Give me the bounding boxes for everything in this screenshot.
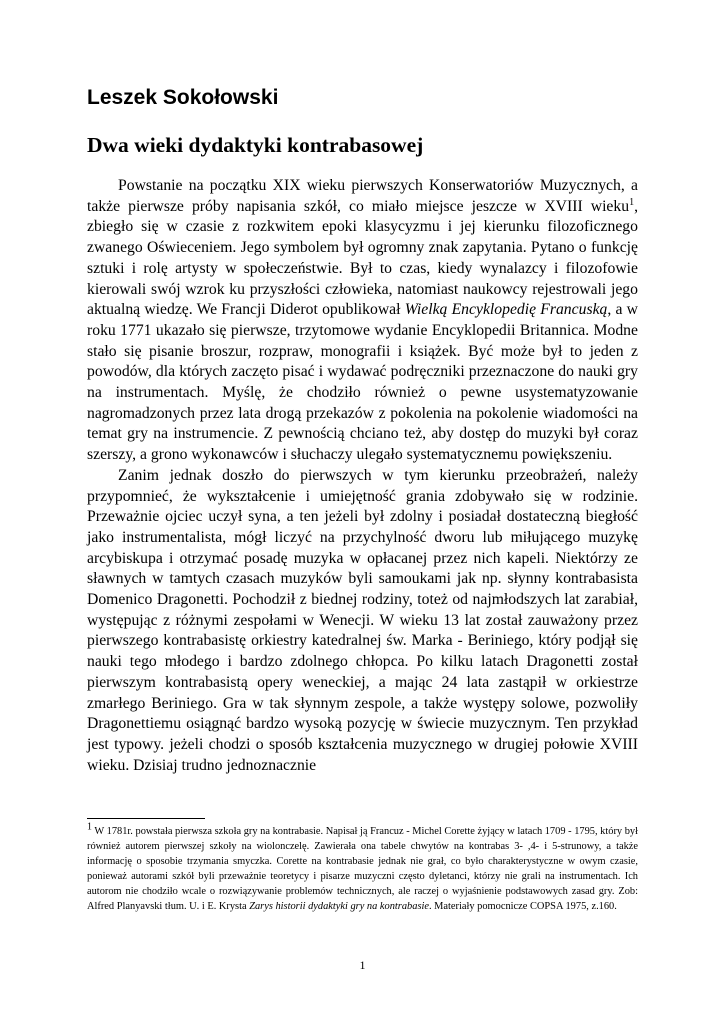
author-name: Leszek Sokołowski xyxy=(87,86,279,109)
paragraph-1-part-c: , a w roku 1771 ukazało się pierwsze, trzytomowe wydanie Encyklopedii Britannica. Modne stało się pisanie broszur, rozpraw, monografii i książek. Być może był to jeden z powodów, dla których zaczęto pisać i wydawać podręczniki przeznaczone do nauki gry na instrumentach. Myślę, że chodziło również o pewne usystematyzowanie nagromadzonych przez lata drogą przekazów z pokolenia na pokolenie wiadomości na temat gry na instrumencie. Z pewnością chciano też, aby dostęp do muzyki był coraz szerszy, a grono wykonawców i słuchaczy ulegało systematycznemu powiększeniu. xyxy=(87,301,638,464)
article-title: Dwa wieki dydaktyki kontrabasowej xyxy=(87,133,424,157)
paragraph-2: Zanim jednak doszło do pierwszych w tym kierunku przeobrażeń, należy przypomnieć, że wykształcenie i umiejętność grania zdobywało się w rodzinie. Przeważnie ojciec uczył syna, a ten jeżeli był zdolny i posiadał dostateczną biegłość jako instrumentalista, mógł liczyć na przychylność dworu lub miłującego muzykę arcybiskupa i otrzymać posadę muzyka w opłacanej przez nich kapeli. Niektórzy ze sławnych w tamtych czasach muzyków byli samoukami jak np. słynny kontrabasista Domenico Dragonetti. Pochodził z biednej rodziny, toteż od najmłodszych lat zarabiał, występując z różnymi zespołami w Wenecji. W wieku 13 lat został zauważony przez pierwszego kontrabasistę orkiestry katedralnej św. Marka - Beriniego, który podjął się nauki tego młodego i bardzo zdolnego chłopca. Po kilku latach Dragonetti został pierwszym kontrabasistą opery weneckiej, a mając 24 lata zastąpił w orkiestrze zmarłego Beriniego. Gra w tak słynnym zespole, a także występy solowe, pozwoliły Dragonettiemu osiągnąć bardzo wysoką pozycję w świecie muzycznym. Ten przykład jest typowy. jeżeli chodzi o sposób kształcenia muzycznego w drugiej połowie XVIII wieku. Dzisiaj trudno jednoznacznie xyxy=(87,466,638,774)
paragraph-1 xyxy=(87,176,638,466)
footnote xyxy=(87,821,638,915)
encyclopedia-title: Wielką Encyklopedię Francuską xyxy=(404,301,608,319)
article-body xyxy=(87,176,638,776)
footnote-text-a: W 1781r. powstała pierwsza szkoła gry na kontrabasie. Napisał ją Francuz - Michel Corette żyjący w latach 1709 - 1795, który był również autorem pierwszej szkoły na wiolonczelę. Zawierała ona tabele chwytów na kontrabas 3- ,4- i 5-strunowy, a także informację o sposobie trzymania smyczka. Corette na kontrabasie jednak nie grał, co było charakterystyczne w owym czasie, ponieważ autorami szkół byli przeważnie teoretycy i pisarze muzyczni często dyletanci, którzy nie grali na instrumentach. Ich autorom nie chodziło wcale o rozwiązywanie problemów technicznych, ale raczej o wyjaśnienie podstawowych zasad gry. Zob: Alfred Planyavski tłum. U. i E. Krysta xyxy=(87,826,638,913)
paragraph-1-part-a: Powstanie na początku XIX wieku pierwszych Konserwatoriów Muzycznych, a także pierwsze próby napisania szkół, co miało miejsce jeszcze w XVIII wieku xyxy=(87,177,638,215)
footnote-reference: 1 xyxy=(629,196,635,208)
footnote-book-title: Zarys historii dydaktyki gry na kontrabasie xyxy=(249,901,429,913)
paragraph-1-part-b: , zbiegło się w czasie z rozkwitem epoki klasycyzmu i jej kierunku filozoficznego zwanego Oświeceniem. Jego symbolem był ogromny znak zapytania. Pytano o funkcję sztuki i rolę artysty w społeczeństwie. Był to czas, kiedy wynalazcy i filozofowie kierowali swój wzrok ku przyszłości człowieka, natomiast naukowcy rejestrowali jego aktualną wiedzę. We Francji Diderot opublikował xyxy=(87,197,638,319)
footnote-number: 1 xyxy=(87,821,92,833)
footnote-text-b: . Materiały pomocnicze COPSA 1975, z.160. xyxy=(428,901,617,913)
page-number: 1 xyxy=(359,958,366,972)
footnote-divider xyxy=(87,818,205,819)
